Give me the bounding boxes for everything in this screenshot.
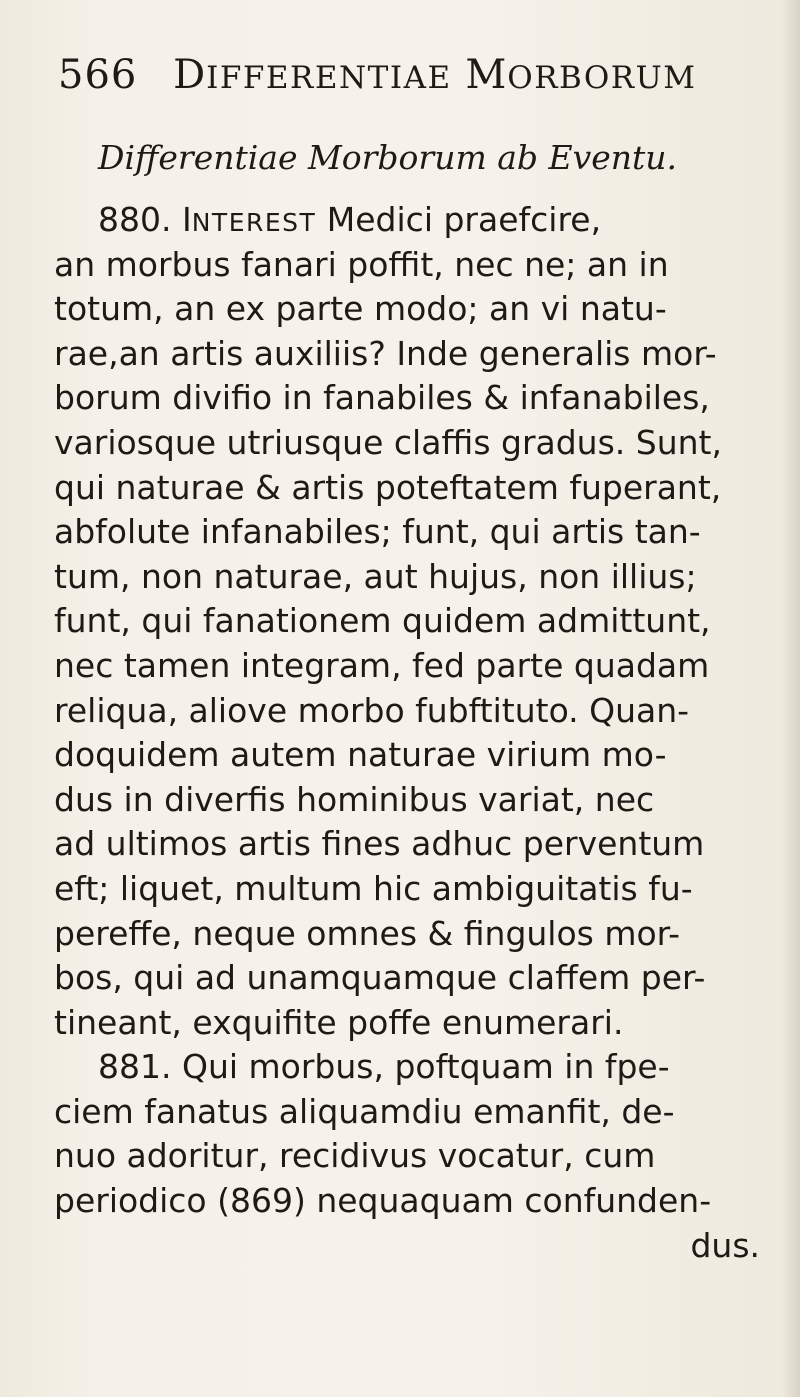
- paragraph-number: 880.: [98, 200, 172, 239]
- text-line: ciem fanatus aliquamdiu emanfit, de-: [54, 1091, 675, 1131]
- page-number: 566: [58, 52, 138, 98]
- text-line: bos, qui ad unamquamque claffem per-: [54, 958, 706, 998]
- text-line: 880. INTEREST Medici praefcire,: [98, 200, 602, 239]
- section-title: Differentiae Morborum ab Eventu.: [98, 138, 678, 177]
- text-line: funt, qui fanationem quidem admittunt,: [54, 601, 711, 641]
- text-line: rae,an artis auxiliis? Inde generalis mor-: [54, 333, 717, 373]
- text-line: doquidem autem naturae virium mo-: [54, 735, 667, 775]
- text-line: ad ultimos artis fines adhuc perventum: [54, 824, 705, 864]
- text-line: abfolute infanabiles; funt, qui artis tan-: [54, 512, 701, 552]
- text-line: reliqua, aliove morbo fubftituto. Quan-: [54, 690, 690, 730]
- text-line-final: dus.: [690, 1225, 760, 1265]
- body-text: [54, 198, 760, 1268]
- running-head-word: MORBORUM: [465, 52, 697, 98]
- paragraph-number: 881.: [98, 1047, 172, 1087]
- text-line: nuo adoritur, recidivus vocatur, cum: [54, 1136, 656, 1176]
- text-line: pereffe, neque omnes & fingulos mor-: [54, 913, 681, 953]
- running-head: [58, 52, 748, 112]
- text-line: nec tamen integram, fed parte quadam: [54, 645, 710, 685]
- page-edge-shadow: [782, 0, 800, 1397]
- text-line: tineant, exquifite poffe enumerari.: [54, 1002, 624, 1042]
- text-line: dus in diverfis hominibus variat, nec: [54, 779, 655, 819]
- text-line: periodico (869) nequaquam confunden-: [54, 1181, 712, 1221]
- text-line: eft; liquet, multum hic ambiguitatis fu-: [54, 868, 693, 908]
- lead-word: INTEREST: [181, 200, 317, 239]
- text-line: an morbus fanari poffit, nec ne; an in: [54, 244, 669, 284]
- text-line: totum, an ex parte modo; an vi natu-: [54, 289, 667, 329]
- text-line: tum, non naturae, aut hujus, non illius;: [54, 556, 697, 596]
- text-line: borum divifio in fanabiles & infanabiles,: [54, 378, 710, 418]
- text-line: qui naturae & artis poteftatem fuperant,: [54, 467, 722, 507]
- running-head-word: DIFFERENTIAE: [173, 52, 452, 98]
- text-line: 881. Qui morbus, poftquam in fpe-: [98, 1047, 670, 1087]
- text-line: variosque utriusque claffis gradus. Sunt,: [54, 422, 722, 462]
